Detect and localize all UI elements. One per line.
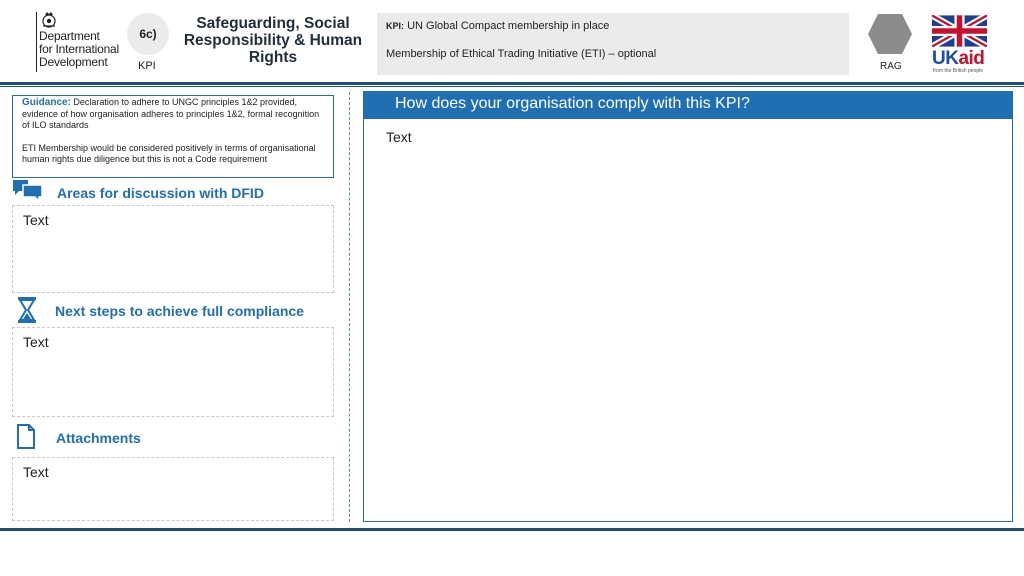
next-steps-textbox[interactable]: Text bbox=[12, 327, 334, 417]
compliance-answer-textbox[interactable]: Text bbox=[386, 129, 412, 145]
kpi-line-2: Membership of Ethical Trading Initiative (ETI) – optional bbox=[386, 48, 657, 60]
logo-divider bbox=[36, 12, 37, 72]
footer-rule bbox=[0, 528, 1024, 531]
ukaid-aid: aid bbox=[958, 48, 985, 69]
rag-label: RAG bbox=[880, 61, 902, 72]
kpi-label: KPI bbox=[138, 60, 156, 72]
page-title: Safeguarding, Social Responsibility & Human Rights bbox=[183, 15, 363, 66]
guidance-box bbox=[12, 95, 334, 178]
kpi-tag: KPI: bbox=[386, 21, 404, 31]
dept-line-1: Department bbox=[39, 29, 100, 43]
kpi-line-1-text: UN Global Compact membership in place bbox=[407, 20, 610, 32]
attachments-textbox[interactable]: Text bbox=[12, 457, 334, 521]
discussion-textbox[interactable]: Text bbox=[12, 205, 334, 293]
next-steps-heading: Next steps to achieve full compliance bbox=[55, 303, 304, 319]
attachments-heading: Attachments bbox=[56, 430, 141, 446]
dfid-logo bbox=[34, 10, 126, 74]
department-name bbox=[39, 30, 119, 69]
hourglass-icon bbox=[16, 296, 38, 324]
compliance-question: How does your organisation comply with this KPI? bbox=[364, 92, 1012, 119]
royal-crest-icon bbox=[40, 11, 58, 29]
guidance-para-1 bbox=[22, 97, 324, 132]
discussion-heading: Areas for discussion with DFID bbox=[57, 185, 264, 201]
ukaid-wordmark bbox=[932, 49, 990, 69]
dept-line-3: Development bbox=[39, 55, 108, 69]
ukaid-uk: UK bbox=[932, 48, 959, 69]
header-rule-thin bbox=[0, 86, 1024, 87]
ukaid-logo bbox=[932, 15, 990, 75]
kpi-description-box bbox=[377, 13, 849, 75]
compliance-panel bbox=[363, 91, 1013, 522]
dept-line-2: for International bbox=[39, 42, 119, 56]
guidance-text-1: Declaration to adhere to UNGC principles 1&2 provided, evidence of how organisation adheres to principles 1&2, formal recognition of ILO standards bbox=[22, 97, 320, 130]
guidance-label: Guidance: bbox=[22, 97, 71, 108]
document-icon bbox=[16, 424, 36, 449]
column-divider bbox=[349, 92, 350, 522]
guidance-para-2: ETI Membership would be considered positively in terms of organisational human rights due diligence but this is not a Code requirement bbox=[22, 142, 316, 164]
union-flag-icon bbox=[932, 15, 987, 47]
chat-bubbles-icon bbox=[11, 178, 44, 202]
kpi-number-badge: 6c) bbox=[127, 13, 169, 55]
ukaid-tagline: from the British people bbox=[933, 68, 984, 74]
header-rule bbox=[0, 82, 1024, 85]
rag-hexagon-icon[interactable] bbox=[867, 13, 913, 55]
kpi-line-1 bbox=[386, 19, 840, 33]
